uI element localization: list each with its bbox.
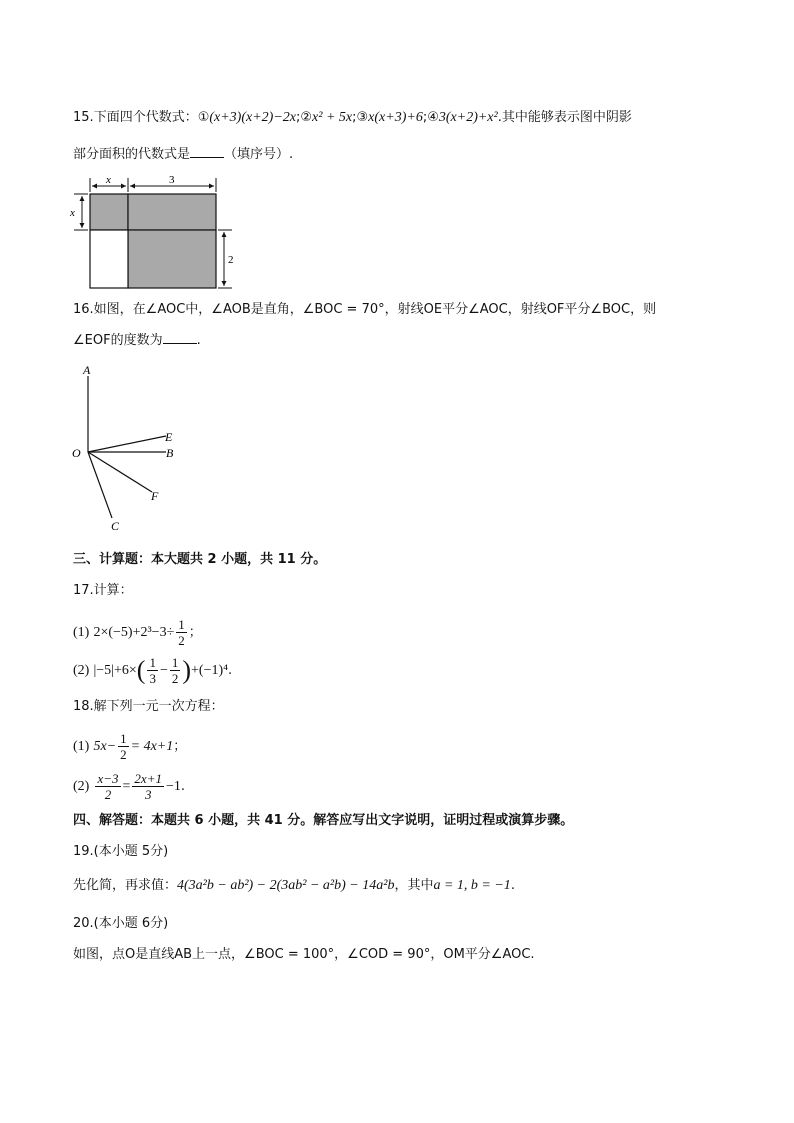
q19-expression: 4(3a²b − ab²) − 2(3ab² − a²b) − 14a²b <box>177 878 395 893</box>
q17-part1: (1) 2×(−5)+2³−3÷ $\frac{1}{2}$ ； <box>73 617 202 648</box>
q18-part1-label: (1) <box>73 739 90 754</box>
answer-blank[interactable] <box>190 145 224 158</box>
q19-body-pre: 先化简，再求值： <box>73 878 178 893</box>
q15-line1: 15.下面四个代数式：①(x+3)(x+2)−2x;②x² + 5x;③x(x+3)+6;④3(x+2)+x².其中能够表示图中阴影 <box>73 110 632 125</box>
ray-OF <box>88 452 152 492</box>
q18-part2: (2) $\frac{x-3}{2}$ = $\frac{2x+1}{3}$ −1. <box>73 771 186 802</box>
q16-line2-post: . <box>196 333 201 348</box>
label-x-top: x <box>106 174 111 186</box>
q17-part2-label: (2) <box>73 663 90 678</box>
q15-line2 <box>73 145 293 165</box>
white-rect <box>90 230 128 288</box>
fraction: $\frac{1}{3}$ <box>149 655 156 686</box>
q18-part2-label: (2) <box>73 779 90 794</box>
q15-option1-expr: (x+3)(x+2)−2x <box>209 110 296 125</box>
q20-title: 20.(本小题 6分) <box>73 916 169 931</box>
label-x-left: x <box>70 207 75 219</box>
q17-title: 17.计算： <box>73 583 133 598</box>
shaded-square-x <box>90 194 128 230</box>
point-F: F <box>151 489 159 503</box>
q15-area-figure <box>66 172 246 294</box>
point-E: E <box>165 430 173 444</box>
q15-option4-expr: 3(x+2)+x² <box>438 110 498 125</box>
q17-part2-post: +(−1)⁴ <box>191 663 229 678</box>
point-C: C <box>111 519 120 533</box>
section-4-title: 四、解答题：本题共 6 小题，共 41 分。解答应写出文字说明，证明过程或演算步骤。 <box>73 813 574 828</box>
q15-line2-pre: 部分面积的代数式是 <box>73 147 191 162</box>
q15-tail: .其中能够表示图中阴影 <box>497 110 632 125</box>
fraction: $\frac{1}{2}$ <box>171 655 179 686</box>
q15-intro: 下面四个代数式： <box>93 110 198 125</box>
q15-option2-expr: x² + 5x <box>312 110 353 125</box>
q18-title: 18.解下列一元一次方程： <box>73 699 224 714</box>
q17-part2-pre: |−5|+6× <box>93 663 137 678</box>
q15-line2-post: （填序号）. <box>224 147 294 162</box>
q16-line1: 16.如图，在∠AOC中，∠AOB是直角，∠BOC = 70°，射线OE平分∠AOC，射线OF平分∠BOC，则 <box>73 302 657 317</box>
q17-part1-label: (1) <box>73 625 90 640</box>
q17-part1-expr: 2×(−5)+2³−3÷ <box>93 625 175 640</box>
ray-OE <box>88 436 166 452</box>
q20-body: 如图，点O是直线AB上一点，∠BOC = 100°，∠COD = 90°，OM平分∠AOC. <box>73 947 535 962</box>
label-3: 3 <box>169 174 175 186</box>
point-A: A <box>83 363 91 377</box>
q15-option2-label: ② <box>300 110 313 125</box>
fraction: $\frac{1}{2}$ <box>178 617 185 648</box>
q15-option4-label: ④ <box>427 110 439 125</box>
q15-number: 15. <box>73 110 94 125</box>
q16-line2 <box>73 331 201 351</box>
shaded-rect-3 <box>128 194 216 230</box>
q15-option3-label: ③ <box>356 110 369 125</box>
q18-part1: (1) 5x− $\frac{1}{2}$ = 4x+1； <box>73 731 187 762</box>
q19-body: 先化简，再求值：4(3a²b − ab²) − 2(3ab² − a²b) − 14a²b，其中a = 1, b = −1. <box>73 878 515 893</box>
shaded-rect-2 <box>128 230 216 288</box>
q19-title: 19.(本小题 5分) <box>73 844 169 859</box>
q15-option3-expr: x(x+3)+6 <box>368 110 423 125</box>
ray-OC <box>88 452 112 518</box>
q17-part2: (2) |−5|+6×( $\frac{1}{3}$ − $\frac{1}{2}$ )+(−1)⁴. <box>73 655 233 686</box>
q15-option1-label: ① <box>197 110 210 125</box>
fraction: $\frac{2x+1}{3}$ <box>134 771 162 802</box>
q16-angle-figure <box>66 360 186 535</box>
point-O: O <box>72 446 81 460</box>
label-2: 2 <box>228 254 234 266</box>
answer-blank[interactable] <box>163 331 197 344</box>
q16-line2-pre: ∠EOF的度数为 <box>73 333 163 348</box>
point-B: B <box>166 446 174 460</box>
fraction: $\frac{1}{2}$ <box>120 731 127 762</box>
fraction: $\frac{x-3}{2}$ <box>97 771 119 802</box>
section-3-title: 三、计算题：本大题共 2 小题，共 11 分。 <box>73 552 327 567</box>
q19-condition: a = 1, b = −1 <box>433 878 511 893</box>
